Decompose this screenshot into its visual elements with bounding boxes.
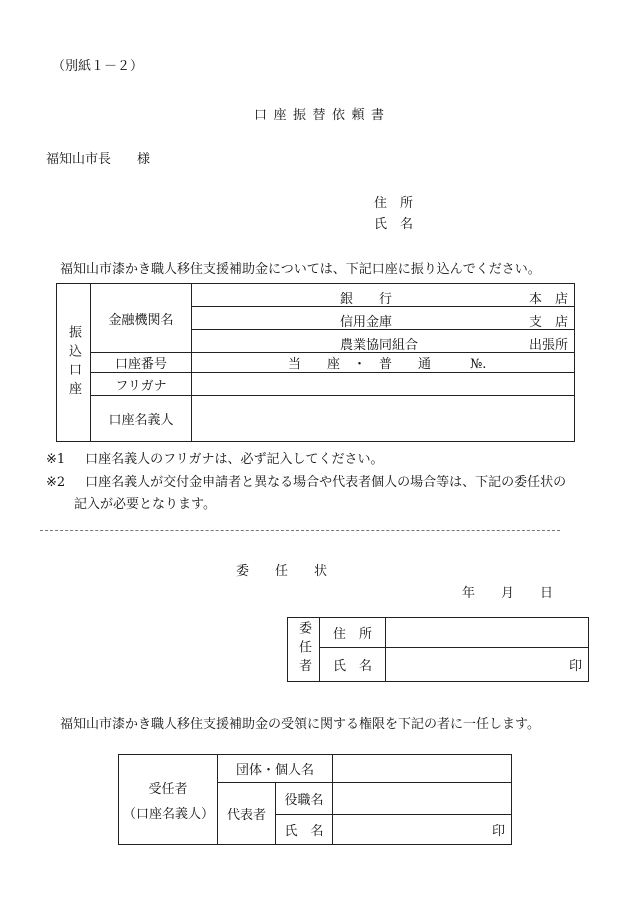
rep-name-label: 氏 名 <box>276 815 333 845</box>
seal-mark: 印 <box>568 659 582 674</box>
note-mark: ※1 <box>46 452 66 467</box>
furigana-label: フリガナ <box>91 373 192 396</box>
account-side-header: 振込口座 <box>57 284 91 442</box>
rep-name-field[interactable] <box>333 815 512 845</box>
delegate-title: 受任者 <box>148 781 188 797</box>
delegate-subtitle: （口座名義人） <box>123 806 215 822</box>
delegation-title: 委 任 状 <box>236 564 328 579</box>
addressee: 福知山市長 様 <box>46 152 151 167</box>
furigana-field[interactable] <box>192 373 575 396</box>
institution-label: 金融機関名 <box>91 284 192 353</box>
delegate-header <box>119 755 218 845</box>
note-2 <box>46 471 566 490</box>
delegator-name-label: 氏 名 <box>320 648 386 682</box>
institution-branch: 出張所 <box>528 338 568 353</box>
delegator-address-field[interactable] <box>386 618 589 648</box>
account-number-field[interactable]: 当 座 ・ 普 通 №. <box>192 353 575 373</box>
institution-branch: 支 店 <box>528 315 568 330</box>
institution-row-ja[interactable] <box>192 330 575 353</box>
institution-row-shinkin[interactable] <box>192 307 575 330</box>
representative-label: 代表者 <box>218 783 276 845</box>
cut-line <box>40 530 560 531</box>
institution-type: 農業協同組合 <box>340 338 419 353</box>
institution-type: 銀 行 <box>340 292 393 307</box>
seal-mark: 印 <box>491 824 505 839</box>
note-2-continued: 記入が必要となります。 <box>74 497 216 512</box>
note-text: 口座名義人のフリガナは、必ず記入してください。 <box>85 452 384 467</box>
attachment-label: （別紙１－２） <box>52 59 144 74</box>
account-number-label: 口座番号 <box>91 353 192 373</box>
applicant-address-label: 住 所 <box>374 196 414 211</box>
delegator-address-label: 住 所 <box>320 618 386 648</box>
holder-label: 口座名義人 <box>91 396 192 442</box>
delegation-date: 年 月 日 <box>462 586 554 601</box>
delegation-statement: 福知山市漆かき職人移住支援補助金の受領に関する権限を下記の者に一任します。 <box>60 717 540 732</box>
holder-field[interactable] <box>192 396 575 442</box>
institution-branch: 本 店 <box>528 292 568 307</box>
position-label: 役職名 <box>276 783 333 815</box>
intro-text: 福知山市漆かき職人移住支援補助金については、下記口座に振り込んでください。 <box>60 262 541 277</box>
note-text: 口座名義人が交付金申請者と異なる場合や代表者個人の場合等は、下記の委任状の <box>85 475 567 490</box>
document-title: 口座振替依頼書 <box>254 108 391 123</box>
account-table <box>56 283 575 442</box>
institution-row-bank[interactable] <box>192 284 575 307</box>
org-name-field[interactable] <box>333 755 512 783</box>
note-mark: ※2 <box>46 475 66 490</box>
org-name-label: 団体・個人名 <box>218 755 333 783</box>
delegator-name-field[interactable] <box>386 648 589 682</box>
delegator-table <box>287 617 589 682</box>
institution-type: 信用金庫 <box>340 315 393 330</box>
delegate-table <box>118 754 512 845</box>
position-field[interactable] <box>333 783 512 815</box>
applicant-name-label: 氏 名 <box>374 217 414 232</box>
delegator-header: 委任者 <box>288 618 320 682</box>
note-1 <box>46 448 384 467</box>
